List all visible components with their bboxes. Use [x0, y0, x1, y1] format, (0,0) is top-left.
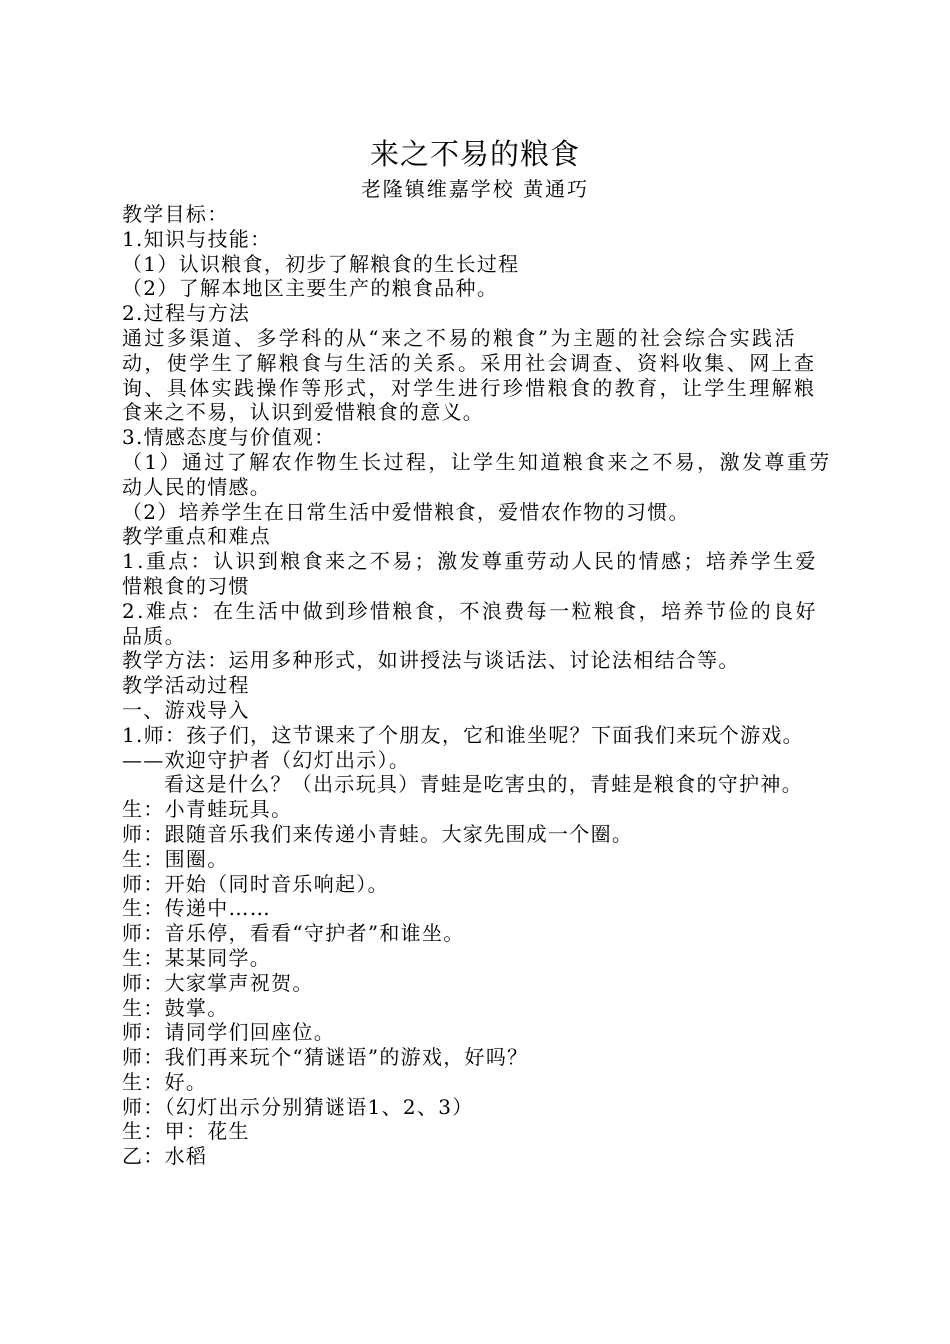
- subheading-process-method: 2.过程与方法: [122, 301, 251, 326]
- dialogue-line: 看这是什么？（出示玩具）青蛙是吃害虫的，青蛙是粮食的守护神。: [164, 772, 803, 797]
- dialogue-line: 乙：水稻: [122, 1144, 208, 1169]
- dialogue-line: 师：开始（同时音乐响起）。: [122, 871, 389, 896]
- text-line: （2）培养学生在日常生活中爱惜粮食，爱惜农作物的习惯。: [122, 499, 690, 524]
- dialogue-line: 师：我们再来玩个“猜谜语”的游戏，好吗？: [122, 1045, 529, 1070]
- teaching-method-line: 教学方法：运用多种形式，如讲授法与谈话法、讨论法相结合等。: [122, 648, 740, 673]
- document-body: [122, 202, 842, 1169]
- dialogue-line: 生：甲：花生: [122, 1119, 250, 1144]
- paragraph-line: 动，使学生了解粮食与生活的关系。采用社会调查、资料收集、网上查: [122, 350, 817, 375]
- dialogue-line: 生：小青蛙玩具。: [122, 797, 293, 822]
- dialogue-line: ——欢迎守护者（幻灯出示）。: [122, 747, 411, 772]
- dialogue-line: 师：（幻灯出示分别猜谜语1、2、3）: [122, 1094, 474, 1119]
- text-line: （2）了解本地区主要生产的粮食品种。: [122, 276, 499, 301]
- subheading-knowledge-skills: 1.知识与技能：: [122, 226, 272, 251]
- text-line: 1.重点：认识到粮食来之不易；激发尊重劳动人民的情感；培养学生爱: [122, 549, 818, 574]
- dialogue-line: 生：鼓掌。: [122, 995, 229, 1020]
- text-line: 动人民的情感。: [122, 474, 272, 499]
- section-heading-objectives: 教学目标：: [122, 202, 229, 226]
- paragraph-line: 询、具体实践操作等形式，对学生进行珍惜粮食的教育，让学生理解粮: [122, 375, 817, 400]
- subheading-attitude-values: 3.情感态度与价值观：: [122, 425, 336, 450]
- section-heading-key-points: 教学重点和难点: [122, 524, 272, 549]
- dialogue-line: 师：音乐停，看看“守护者”和谁坐。: [122, 921, 465, 946]
- paragraph-line: 食来之不易，认识到爱惜粮食的意义。: [122, 400, 485, 425]
- paragraph-line: 通过多渠道、多学科的从“来之不易的粮食”为主题的社会综合实践活: [122, 325, 797, 350]
- document-author: 老隆镇维嘉学校 黄通巧: [360, 177, 590, 201]
- dialogue-line: 师：请同学们回座位。: [122, 1020, 335, 1045]
- dialogue-line: 1.师：孩子们，这节课来了个朋友，它和谁坐呢？下面我们来玩个游戏。: [122, 722, 804, 747]
- subheading-game-intro: 一、游戏导入: [122, 697, 250, 722]
- dialogue-line: 生：好。: [122, 1069, 208, 1094]
- document-title: 来之不易的粮食: [369, 137, 580, 171]
- text-line: 品质。: [122, 623, 186, 648]
- text-line: 2.难点：在生活中做到珍惜粮食，不浪费每一粒粮食，培养节俭的良好: [122, 598, 818, 623]
- section-heading-activity: 教学活动过程: [122, 673, 250, 698]
- dialogue-line: 生：围圈。: [122, 846, 229, 871]
- dialogue-line: 生：传递中……: [122, 896, 272, 921]
- text-line: （1）认识粮食，初步了解粮食的生长过程: [122, 251, 520, 276]
- text-line: （1）通过了解农作物生长过程，让学生知道粮食来之不易，激发尊重劳: [122, 449, 832, 474]
- dialogue-line: 生：某某同学。: [122, 945, 272, 970]
- dialogue-line: 师：跟随音乐我们来传递小青蛙。大家先围成一个圈。: [122, 821, 634, 846]
- text-line: 惜粮食的习惯: [122, 573, 250, 598]
- dialogue-line: 师：大家掌声祝贺。: [122, 970, 314, 995]
